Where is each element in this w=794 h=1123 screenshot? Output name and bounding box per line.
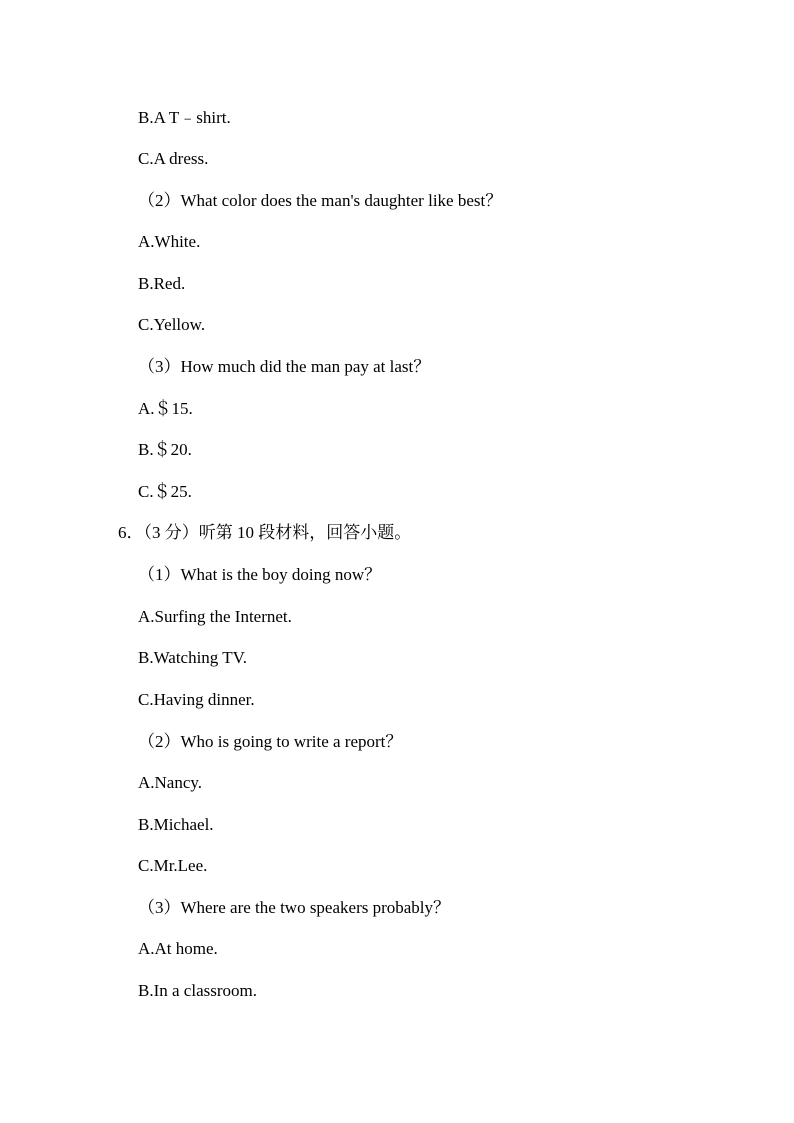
subquestion-3-pay: （3）How much did the man pay at last？ bbox=[138, 357, 431, 376]
question-6-heading: 6．（3 分）听第 10 段材料，回答小题。 bbox=[118, 523, 412, 542]
option-c-25: C.＄25. bbox=[138, 482, 192, 501]
subquestion-2-color: （2）What color does the man's daughter like best？ bbox=[138, 191, 503, 210]
option-a-at-home: A.At home. bbox=[138, 939, 218, 958]
subquestion-3-where: （3）Where are the two speakers probably？ bbox=[138, 898, 451, 917]
subquestion-2-report: （2）Who is going to write a report？ bbox=[138, 732, 403, 751]
option-c-mr-lee: C.Mr.Lee. bbox=[138, 856, 208, 875]
option-a-nancy: A.Nancy. bbox=[138, 773, 203, 792]
option-c-dress: C.A dress. bbox=[138, 149, 209, 168]
option-c-yellow: C.Yellow. bbox=[138, 315, 206, 334]
option-b-20: B.＄20. bbox=[138, 440, 192, 459]
option-a-white: A.White. bbox=[138, 232, 201, 251]
option-b-t-shirt: B.A T﹣shirt. bbox=[138, 108, 231, 127]
option-b-red: B.Red. bbox=[138, 274, 186, 293]
option-b-michael: B.Michael. bbox=[138, 815, 214, 834]
option-b-in-classroom: B.In a classroom. bbox=[138, 981, 257, 1000]
option-b-watching-tv: B.Watching TV. bbox=[138, 648, 247, 667]
subquestion-1-boy-doing: （1）What is the boy doing now？ bbox=[138, 565, 382, 584]
option-a-surfing: A.Surfing the Internet. bbox=[138, 607, 292, 626]
option-a-15: A.＄15. bbox=[138, 399, 193, 418]
option-c-having-dinner: C.Having dinner. bbox=[138, 690, 255, 709]
